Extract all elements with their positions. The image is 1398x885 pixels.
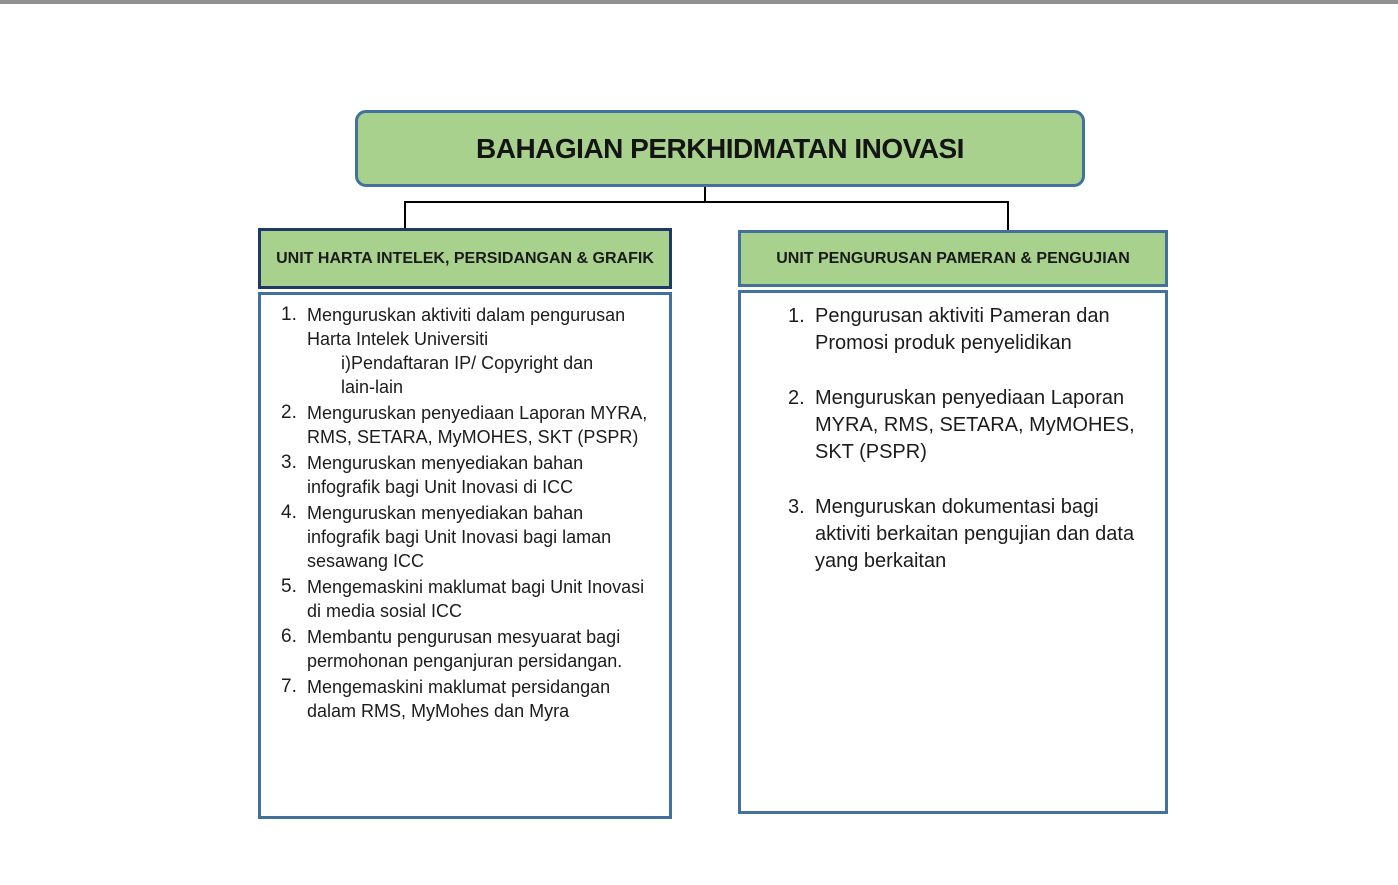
task-text: Menguruskan menyediakan bahan infografik bagi Unit Inovasi di ICC: [307, 453, 584, 497]
task-text: Menguruskan aktiviti dalam pengurusan Harta Intelek Universiti: [307, 305, 626, 349]
task-item: [788, 494, 1155, 575]
connector-horizontal: [404, 201, 1009, 203]
task-text: Menguruskan penyediaan Laporan MYRA, RMS, SETARA, MyMOHES, SKT (PSPR): [815, 387, 1135, 463]
task-item: [788, 385, 1155, 466]
root-node: [355, 110, 1085, 187]
connector-right-drop: [1007, 201, 1009, 230]
task-item: [788, 303, 1155, 357]
task-text: Pengurusan aktiviti Pameran dan Promosi produk penyelidikan: [815, 305, 1110, 354]
task-text: Menguruskan dokumentasi bagi aktiviti berkaitan pengujian dan data yang berkaitan: [815, 496, 1135, 572]
task-text: Mengemaskini maklumat bagi Unit Inovasi di media sosial ICC: [307, 577, 645, 621]
unit-header-harta-intelek-label: UNIT HARTA INTELEK, PERSIDANGAN & GRAFIK: [276, 249, 654, 267]
task-list-pameran-pengujian: [741, 293, 1165, 575]
task-item: [281, 675, 661, 723]
task-text: Menguruskan penyediaan Laporan MYRA, RMS, SETARA, MyMOHES, SKT (PSPR): [307, 403, 648, 447]
unit-header-harta-intelek: [258, 228, 672, 289]
unit-body-pameran-pengujian: [738, 290, 1168, 814]
unit-body-harta-intelek: [258, 292, 672, 819]
top-divider-bar: [0, 0, 1398, 4]
unit-header-pameran-pengujian-label: UNIT PENGURUSAN PAMERAN & PENGUJIAN: [776, 249, 1130, 267]
task-item: [281, 401, 661, 449]
task-item: [281, 575, 661, 623]
task-text: Membantu pengurusan mesyuarat bagi permohonan penganjuran persidangan.: [307, 627, 623, 671]
task-list-harta-intelek: [261, 295, 669, 723]
root-node-title: BAHAGIAN PERKHIDMATAN INOVASI: [476, 132, 964, 164]
unit-header-pameran-pengujian: [738, 230, 1168, 287]
task-text: Mengemaskini maklumat persidangan dalam RMS, MyMohes dan Myra: [307, 677, 611, 721]
task-subitem: i)Pendaftaran IP/ Copyright dan lain-lain: [341, 353, 594, 397]
connector-left-drop: [404, 201, 406, 228]
task-text: Menguruskan menyediakan bahan infografik bagi Unit Inovasi bagi laman sesawang ICC: [307, 503, 612, 571]
task-item: [281, 303, 661, 399]
task-item: [281, 501, 661, 573]
task-item: [281, 625, 661, 673]
task-item: [281, 451, 661, 499]
